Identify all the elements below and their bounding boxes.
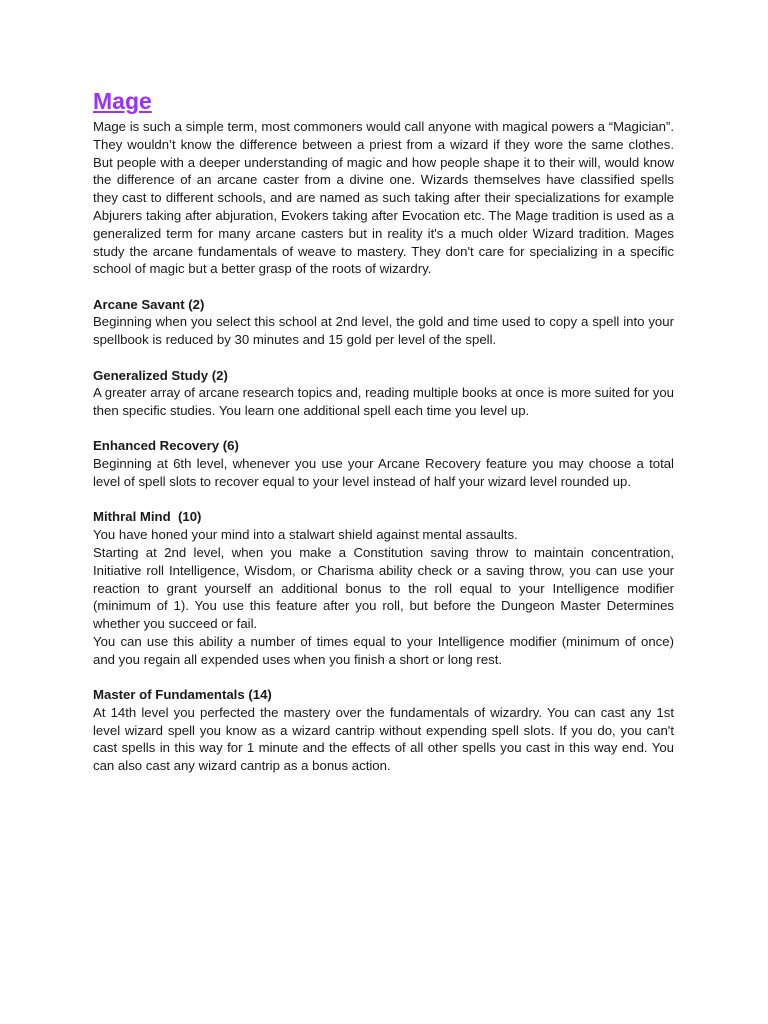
feature-paragraph: At 14th level you perfected the mastery over the fundamentals of wizardry. You can cast any 1st level wizard spell you know as a wizard cantrip without expending spell slots. If you do, you can't cast spells in this way for 1 minute and the effects of all other spells you cast in this way end. You can also cast any wizard cantrip as a bonus action. <box>93 704 674 774</box>
feature-enhanced-recovery <box>93 437 674 490</box>
feature-heading: Arcane Savant (2) <box>93 296 205 312</box>
feature-heading: Enhanced Recovery (6) <box>93 438 239 454</box>
feature-generalized-study <box>93 367 674 420</box>
feature-paragraph: You have honed your mind into a stalwart shield against mental assaults. <box>93 527 518 543</box>
feature-heading: Generalized Study (2) <box>93 367 228 383</box>
document-page <box>93 86 674 775</box>
intro-paragraph: Mage is such a simple term, most commoners would call anyone with magical powers a “Magician”. They wouldn’t know the difference between a priest from a wizard if they wore the same clothes. But people with a deeper understanding of magic and how people shape it to their will, would know the difference of an arcane caster from a divine one. Wizards themselves have classified spells they cast to different schools, and are named as such taking after their specializations for example Abjurers taking after abjuration, Evokers taking after Evocation etc. The Mage tradition is used as a generalized term for many arcane casters but in reality it's a much older Wizard tradition. Mages study the arcane fundamentals of weave to mastery. They don't care for specializing in a specific school of magic but a better grasp of the roots of wizardry. <box>93 119 674 277</box>
feature-heading: Mithral Mind (10) <box>93 509 202 525</box>
feature-master-of-fundamentals <box>93 686 674 775</box>
feature-paragraph: Starting at 2nd level, when you make a Constitution saving throw to maintain concentration, Initiative roll Intelligence, Wisdom, or Charisma ability check or a saving throw, you can use your reaction to grant yourself an additional bonus to the roll equal to your Intelligence modifier (minimum of 1). You use this feature after you roll, but before the Dungeon Master Determines whether you succeed or fail. <box>93 544 674 632</box>
feature-paragraph: Beginning at 6th level, whenever you use your Arcane Recovery feature you may choose a total level of spell slots to recover equal to your level instead of half your wizard level rounded up. <box>93 456 674 490</box>
feature-paragraph: You can use this ability a number of times equal to your Intelligence modifier (minimum of once) and you regain all expended uses when you finish a short or long rest. <box>93 633 674 667</box>
feature-paragraph: Beginning when you select this school at 2nd level, the gold and time used to copy a spell into your spellbook is reduced by 30 minutes and 15 gold per level of the spell. <box>93 314 674 348</box>
feature-heading: Master of Fundamentals (14) <box>93 687 272 703</box>
feature-mithral-mind <box>93 508 674 668</box>
page-title: Mage <box>93 88 152 114</box>
feature-arcane-savant <box>93 296 674 349</box>
feature-paragraph: A greater array of arcane research topics and, reading multiple books at once is more suited for you then specific studies. You learn one additional spell each time you level up. <box>93 385 674 419</box>
